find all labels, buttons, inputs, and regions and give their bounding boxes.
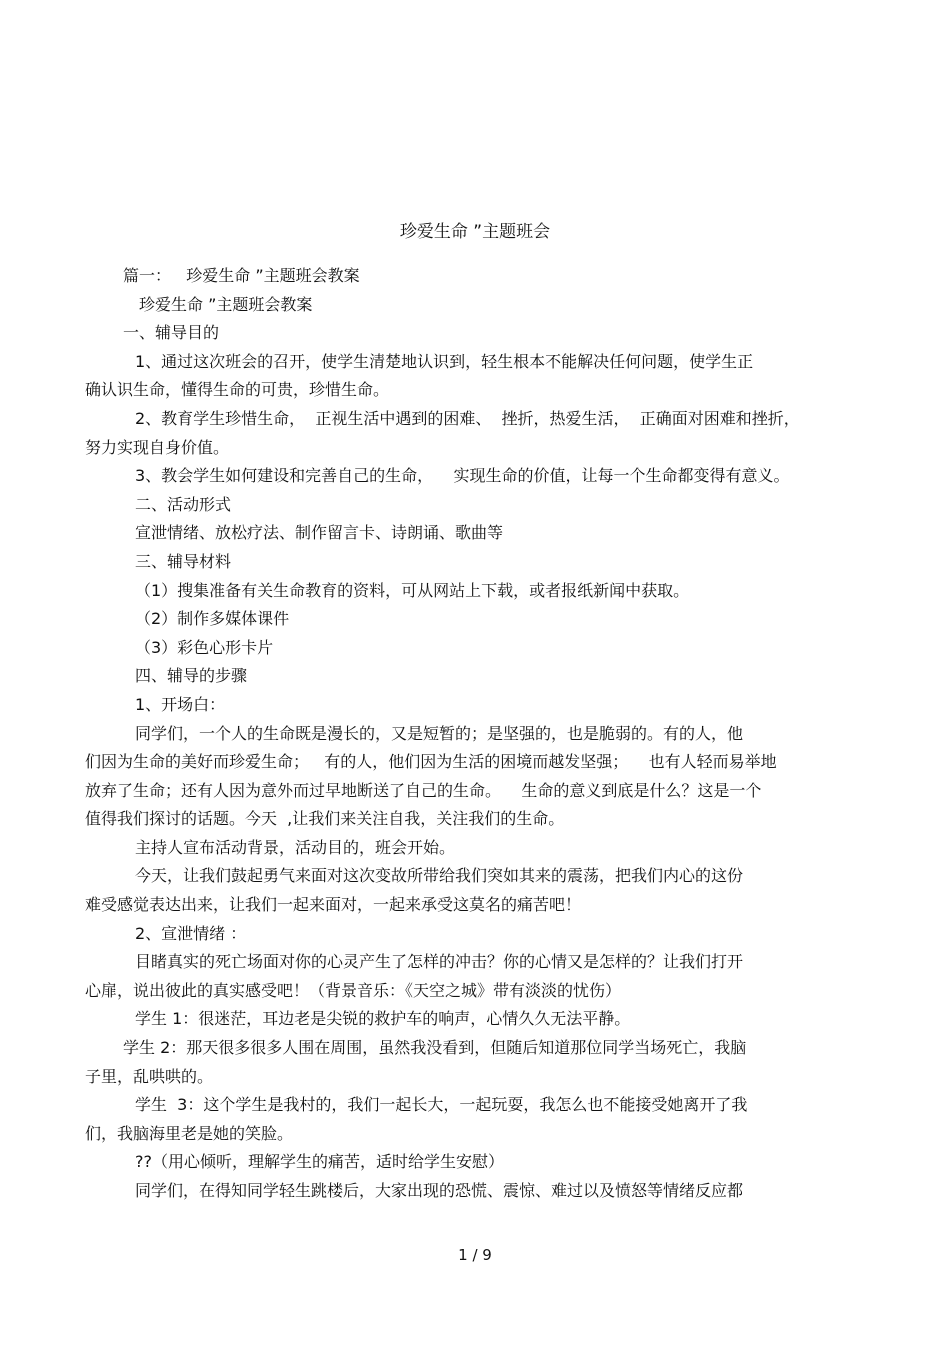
text-line: 篇一： 珍爱生命 ”主题班会教案: [123, 266, 360, 285]
text-line: 们，我脑海里老是她的笑脸。: [85, 1123, 294, 1143]
text-line: 学生 1：很迷茫，耳边老是尖锐的救护车的响声，心情久久无法平静。: [135, 1009, 631, 1029]
document-body: [85, 262, 875, 1206]
text-line: 同学们，在得知同学轻生跳楼后，大家出现的恐慌、震惊、难过以及愤怒等情绪反应都: [135, 1181, 744, 1200]
text-line: （3）彩色心形卡片: [135, 637, 274, 657]
text-line: 确认识生命，懂得生命的可贵，珍惜生命。: [85, 380, 390, 400]
text-line: 1、通过这次班会的召开，使学生清楚地认识到，轻生根本不能解决任何问题，使学生正: [135, 351, 754, 371]
text-line: 宣泄情绪、放松疗法、制作留言卡、诗朗诵、歌曲等: [135, 523, 504, 543]
text-line: 值得我们探讨的话题。今天 ,让我们来关注自我，关注我们的生命。: [85, 809, 565, 829]
text-line: 1、开场白：: [135, 694, 226, 714]
text-line: 今天，让我们鼓起勇气来面对这次变故所带给我们突如其来的震荡，把我们内心的这份: [135, 866, 744, 886]
text-line: 同学们，一个人的生命既是漫长的，又是短暂的；是坚强的，也是脆弱的。有的人，他: [135, 723, 744, 743]
text-line: （2）制作多媒体课件: [135, 609, 290, 629]
text-line: 学生 3：这个学生是我村的，我们一起长大，一起玩耍，我怎么也不能接受她离开了我: [135, 1095, 748, 1115]
text-line: ??（用心倾听，理解学生的痛苦，适时给学生安慰）: [135, 1152, 504, 1172]
text-line: 四、辅导的步骤: [135, 666, 248, 686]
text-line: 三、辅导材料: [135, 551, 232, 571]
text-line: 们因为生命的美好而珍爱生命； 有的人，他们因为生活的困境而越发坚强； 也有人轻而易举地: [85, 752, 777, 772]
text-line: 子里，乱哄哄的。: [85, 1066, 214, 1086]
text-line: 目睹真实的死亡场面对你的心灵产生了怎样的冲击？你的心情又是怎样的？让我们打开: [135, 952, 744, 972]
text-line: 2、教育学生珍惜生命， 正视生活中遇到的困难、 挫折，热爱生活， 正确面对困难和挫折，: [135, 408, 800, 428]
text-line: （1）搜集准备有关生命教育的资料，可从网站上下载，或者报纸新闻中获取。: [135, 580, 690, 600]
page-number: 1 / 9: [458, 1246, 492, 1264]
text-line: 心扉，说出彼此的真实感受吧！（背景音乐：《天空之城》带有淡淡的忧伤）: [85, 980, 622, 1000]
document-title: 珍爱生命 ”主题班会: [399, 222, 551, 242]
text-line: 3、教会学生如何建设和完善自己的生命， 实现生命的价值，让每一个生命都变得有意义。: [135, 466, 790, 486]
text-line: 珍爱生命 ”主题班会教案: [139, 294, 313, 314]
text-line: 主持人宣布活动背景，活动目的，班会开始。: [135, 837, 456, 857]
text-line: 努力实现自身价值。: [85, 437, 230, 457]
text-line: 难受感觉表达出来，让我们一起来面对，一起来承受这莫名的痛苦吧！: [85, 895, 582, 915]
text-line: 2、宣泄情绪 ：: [135, 923, 247, 943]
text-line: 学生 2：那天很多很多人围在周围，虽然我没看到，但随后知道那位同学当场死亡，我脑: [123, 1038, 747, 1058]
text-line: 一、辅导目的: [123, 323, 220, 343]
text-line: 放弃了生命；还有人因为意外而过早地断送了自己的生命。 生命的意义到底是什么？这是一个: [85, 780, 762, 800]
text-line: 二、活动形式: [135, 494, 232, 514]
